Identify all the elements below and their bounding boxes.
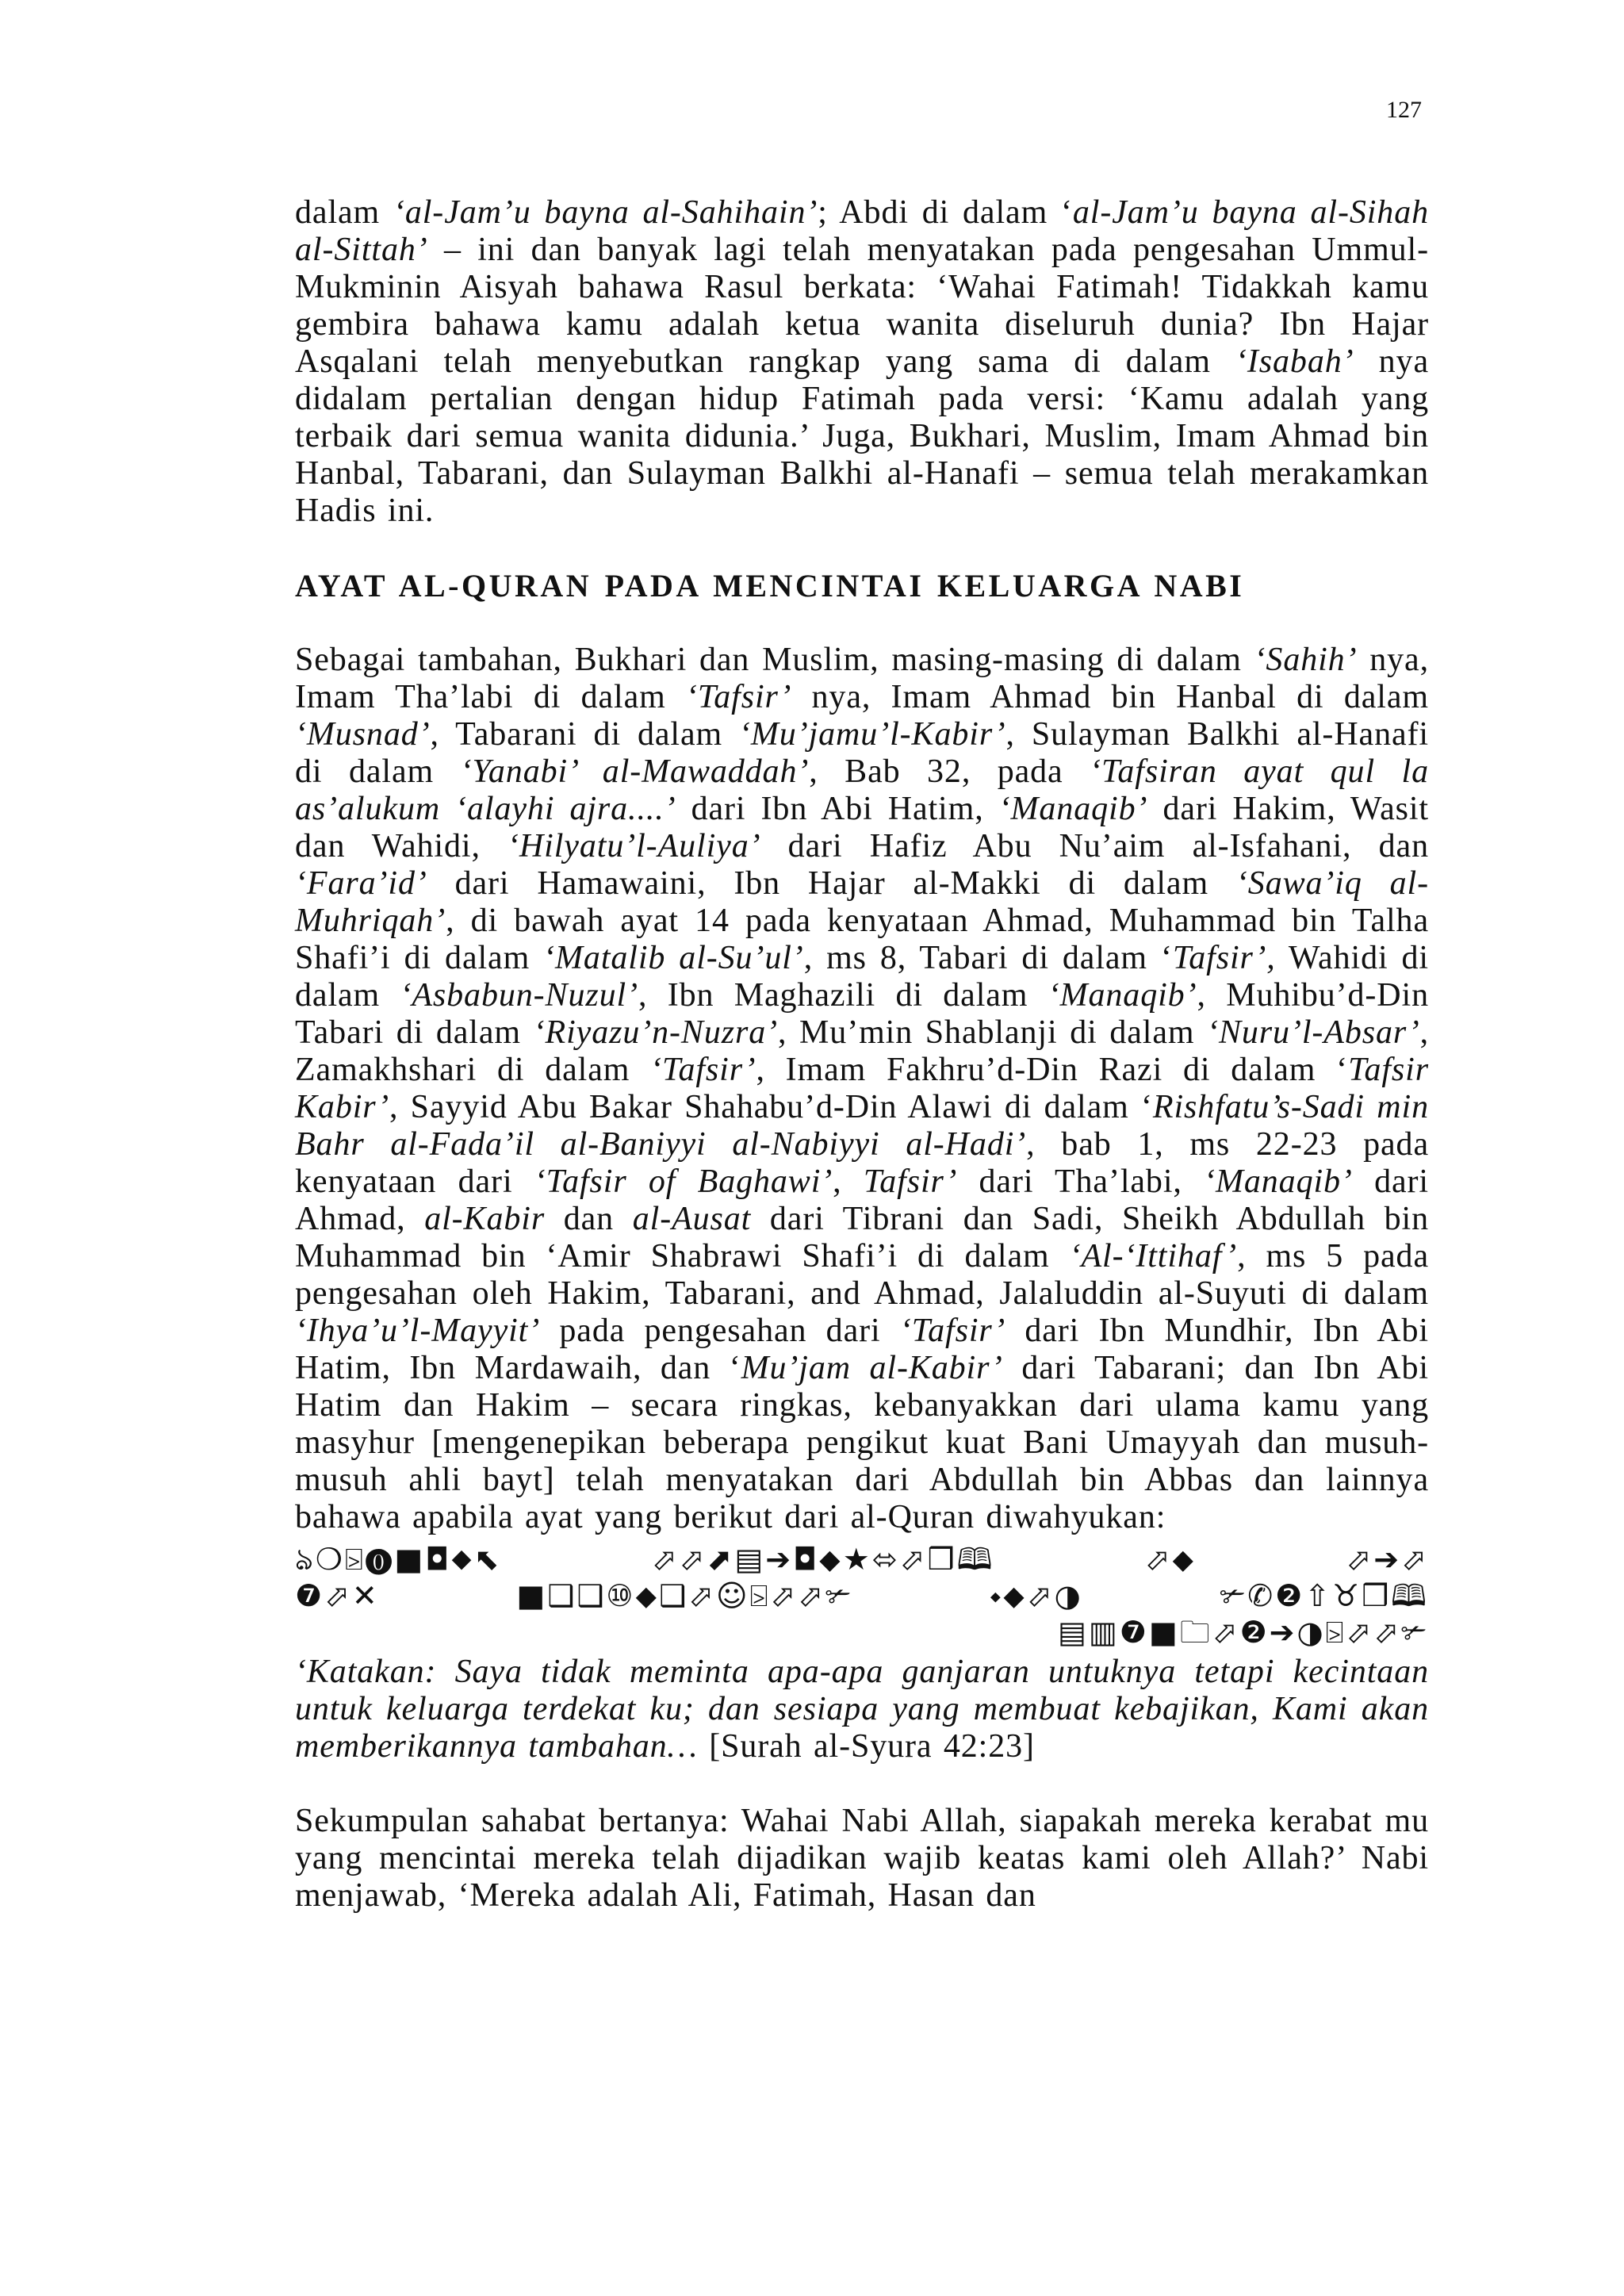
section-heading: AYAT AL-QURAN PADA MENCINTAI KELUARGA NABI [295, 568, 1245, 604]
text-span: , ms 8, Tabari di dalam ‘ [803, 940, 1173, 976]
book-title: Tafsir’, [1172, 940, 1276, 976]
glyph-line-1 [295, 1541, 1429, 1577]
glyph-group: ⬀➔⬀ [1346, 1542, 1429, 1577]
glyph-line-2 [295, 1577, 1429, 1614]
book-title: Tafsir’ [863, 1163, 958, 1200]
book-title: ‘Manaqib’ [1048, 977, 1197, 1014]
paragraph-sources-list [295, 642, 1429, 1536]
text-span: dari Hafiz Abu Nu’aim al-Isfahani, dan [760, 828, 1429, 864]
text-span: , di bawah ayat 14 pada kenyataan Ahmad, Muhammad bin Talha Shafi’i di dalam [295, 903, 1429, 976]
text-span: dari Hakim, Wasit dan Wahidi, [295, 791, 1429, 864]
book-title: ‘Manaqib’ [1204, 1163, 1353, 1200]
text-span: , Sayyid Abu Bakar Shahabu’d-Din Alawi di dalam ‘ [389, 1089, 1153, 1125]
verse-translation [295, 1654, 1429, 1765]
text-span: , [833, 1163, 864, 1200]
quran-verse-glyphs [295, 1541, 1429, 1650]
paragraph-hadith-fatimah [295, 194, 1429, 530]
text-span: dan [545, 1201, 633, 1237]
book-title: ‘Isabah’ [1235, 343, 1354, 380]
book-title: al-Ausat [632, 1201, 752, 1237]
glyph-group: ▤▥❼■🗀⬀❷➔◑⍄⬀⬀✃ [1058, 1615, 1429, 1650]
text-span: , Tabarani di dalam [430, 716, 740, 753]
glyph-group: ❼⬀✕ [295, 1578, 380, 1613]
book-title: ‘Tafsir’ [685, 679, 792, 715]
text-span: dalam [295, 194, 393, 231]
book-title: ‘Ihya’u’l-Mayyit’ [295, 1313, 541, 1349]
text-span: pada pengesahan dari [540, 1313, 900, 1349]
book-title: ‘Manaqib’ [998, 791, 1148, 827]
book-title: ‘Asbabun-Nuzul’ [400, 977, 638, 1014]
glyph-group: ■❑❑⑩⬥❑⬀☺⍄⬀⬀✃ [516, 1578, 853, 1613]
glyph-group: ✃✆❷⇧♉❒🕮 [1220, 1578, 1429, 1613]
text-span: , Ibn Maghazili di dalam [638, 977, 1048, 1014]
text-span: Sebagai tambahan, Bukhari dan Muslim, masing-masing di dalam [295, 642, 1254, 678]
text-span: Wahidi di dalam [295, 940, 1429, 1014]
text-span: , Bab 32, pada [809, 753, 1090, 790]
book-title: ‘Tafsir’ [899, 1313, 1006, 1349]
text-span: dari Tabarani; dan Ibn Abi Hatim dan Hakim – secara ringkas, kebanyakkan dari ulama kamu yang masyhur [mengenepikan beberapa pengikut kuat Bani Umayyah dan musuh-musuh ahli bayt] telah menyatakan dari Abdullah bin Abbas dan lainnya bahawa apabila ayat yang berikut dari al-Quran diwahyukan: [295, 1350, 1429, 1535]
text-span: dari Ahmad, [295, 1163, 1430, 1237]
text-span: , ms 5 pada pengesahan oleh Hakim, Tabarani, and Ahmad, Jalaluddin al-Suyuti di dalam [295, 1238, 1429, 1312]
book-title: ‘al-Jam’u bayna al-Sahihain’ [393, 194, 818, 231]
surah-reference: [Surah al-Syura 42:23] [697, 1728, 1035, 1765]
page-number: 127 [1386, 97, 1422, 123]
book-title: ‘Tafsir’ [650, 1052, 756, 1088]
book-title: ‘Mu’jamu’l-Kabir’ [739, 716, 1006, 753]
book-title: ‘Yanabi’ al-Mawaddah’ [460, 753, 810, 790]
paragraph-companions-question: Sekumpulan sahabat bertanya: Wahai Nabi Allah, siapakah mereka kerabat mu yang mencintai mereka telah dijadikan wajib keatas kami oleh Allah?’ Nabi menjawab, ‘Mereka adalah Ali, Fatimah, Hasan dan [295, 1803, 1429, 1914]
book-title: ‘Musnad’ [295, 716, 431, 753]
book-title: ‘Tafsir of Baghawi’ [534, 1163, 833, 1200]
glyph-group: ⬀⬀⬈▤➔◘⬥★⬄⬀❒🕮 [651, 1542, 995, 1577]
book-title: ‘Nuru’l-Absar’ [1207, 1014, 1420, 1051]
text-span: nya didalam pertalian dengan hidup Fatimah pada versi: ‘Kamu adalah yang terbaik dari semua wanita didunia.’ Juga, Bukhari, Muslim, Imam Ahmad bin Hanbal, Tabarani, dan Sulayman Balkhi al-Hanafi – semua telah merakamkan Hadis ini. [295, 343, 1429, 529]
book-title: Mu’jam al-Kabir’ [741, 1350, 1003, 1386]
book-title: ‘Tafsiran ayat qul la as’alukum ‘alayhi ajra....’ [295, 753, 1429, 827]
text-span: , Imam Fakhru’d-Din Razi di dalam ‘ [756, 1052, 1349, 1088]
glyph-line-3 [295, 1614, 1429, 1650]
text-span: dari Tha’labi, [957, 1163, 1205, 1200]
book-title: Rishfatu’s-Sadi min Bahr al-Fada’il al-Baniyyi al-Nabiyyi al-Hadi’ [295, 1089, 1429, 1163]
book-title: ‘Matalib al-Su’ul’ [543, 940, 804, 976]
book-title: al-Jam’u bayna al-Sihah al-Sittah’ [295, 194, 1430, 268]
text-span: , Mu’min Shablanji di dalam [778, 1014, 1208, 1051]
text-span: , Zamakhshari di dalam [295, 1014, 1429, 1088]
book-title: ‘Fara’id’ [295, 865, 427, 902]
book-title: ‘Hilyatu’l-Auliya’ [508, 828, 761, 864]
book-title: Tafsir Kabir’ [295, 1052, 1429, 1125]
text-span: – ini dan banyak lagi telah menyatakan pada pengesahan Ummul-Mukminin Aisyah bahawa Rasul berkata: ‘Wahai Fatimah! Tidakkah kamu gembira bahawa kamu adalah ketua wanita diseluruh dunia? Ibn Hajar Asqalani telah menyebutkan rangkap yang sama di dalam [295, 232, 1429, 380]
book-title: ‘Sahih’ [1254, 642, 1358, 678]
book-title: ‘Al-‘Ittihaf’ [1069, 1238, 1238, 1274]
glyph-group: ⬀⬥ [1144, 1542, 1197, 1577]
book-title: al-Kabir [424, 1201, 546, 1237]
translation-quote: ‘Katakan: Saya tidak meminta apa-apa ganjaran untuknya tetapi kecintaan untuk keluarga terdekat ku; dan sesiapa yang membuat kebajikan, Kami akan memberikannya tambahan… [295, 1654, 1429, 1765]
text-span: dari Hamawaini, Ibn Hajar al-Makki di dalam [427, 865, 1236, 902]
book-title: ‘Riyazu’n-Nuzra’ [533, 1014, 778, 1051]
book-title: ‘Sawa’iq al-Muhriqah’ [295, 865, 1429, 939]
text-span: dari Tibrani dan Sadi, Sheikh Abdullah bin Muhammad bin ‘Amir Shabrawi Shafi’i di dalam [295, 1201, 1429, 1274]
text-span: dari Ibn Mundhir, Ibn Abi Hatim, Ibn Mardawaih, dan ‘ [295, 1313, 1430, 1386]
text-span: , Sulayman Balkhi al-Hanafi di dalam [295, 716, 1429, 790]
text-span: , bab 1, ms 22-23 pada kenyataan dari [295, 1126, 1429, 1200]
text-span: nya, Imam Tha’labi di dalam [295, 642, 1429, 715]
glyph-group: ঌ❍⍄⓿■◘⬥⬉ [295, 1542, 502, 1577]
text-span: , Muhibu’d-Din Tabari di dalam [295, 977, 1429, 1051]
text-span: nya, Imam Ahmad bin Hanbal di dalam [791, 679, 1429, 715]
text-span: dari Ibn Abi Hatim, [676, 791, 999, 827]
glyph-group: ⬩⬥⬀◑ [990, 1578, 1083, 1613]
document-body [295, 194, 1429, 1915]
text-span: ; Abdi di dalam ‘ [818, 194, 1073, 231]
